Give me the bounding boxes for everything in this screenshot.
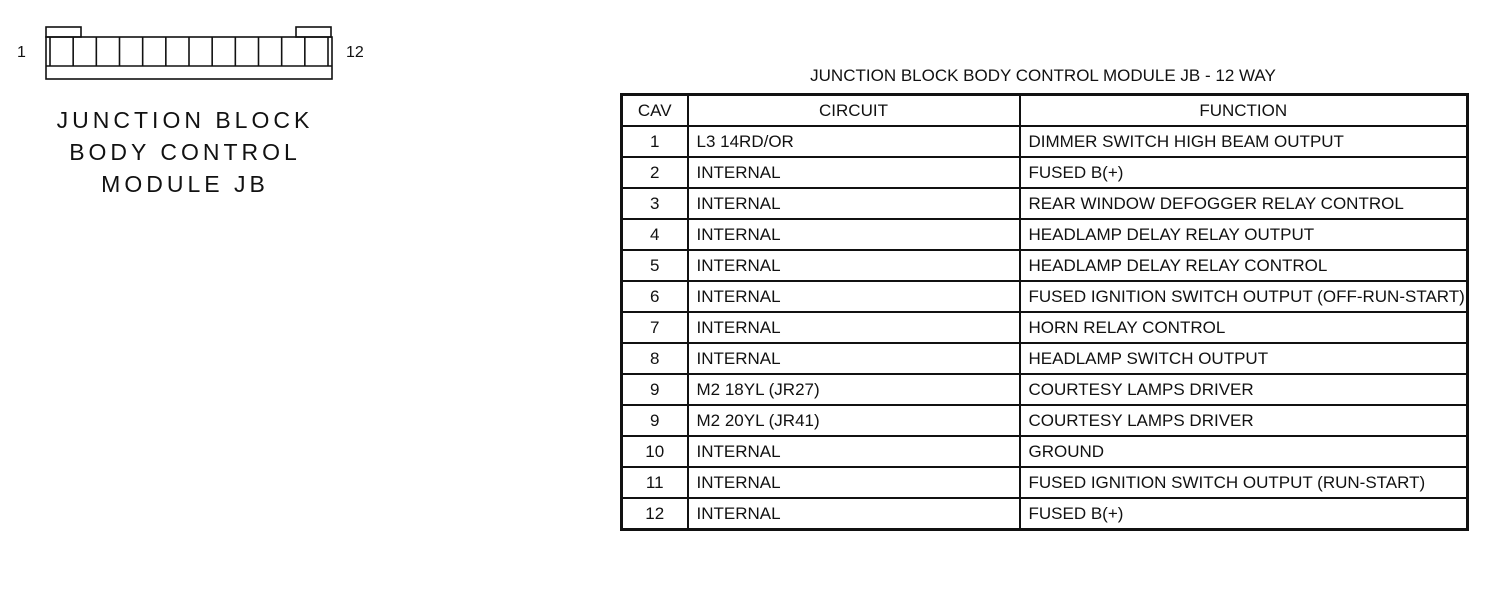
- circuit-cell: INTERNAL: [688, 219, 1020, 250]
- table-row: [622, 467, 1468, 498]
- function-cell: FUSED B(+): [1020, 157, 1468, 188]
- cav-cell: 8: [622, 343, 688, 374]
- table-row: [622, 343, 1468, 374]
- circuit-cell: L3 14RD/OR: [688, 126, 1020, 157]
- table-row: [622, 498, 1468, 530]
- table-row: [622, 312, 1468, 343]
- pin-1-label: 1: [17, 44, 26, 61]
- function-cell: FUSED IGNITION SWITCH OUTPUT (RUN-START): [1020, 467, 1468, 498]
- cav-cell: 10: [622, 436, 688, 467]
- function-cell: GROUND: [1020, 436, 1468, 467]
- function-cell: HORN RELAY CONTROL: [1020, 312, 1468, 343]
- connector-name-line: JUNCTION BLOCK: [56, 107, 314, 133]
- table-row: [622, 374, 1468, 405]
- function-cell: COURTESY LAMPS DRIVER: [1020, 374, 1468, 405]
- circuit-cell: INTERNAL: [688, 467, 1020, 498]
- connector-name-line: BODY CONTROL: [69, 139, 301, 165]
- table-row: [622, 281, 1468, 312]
- connector-name-line: MODULE JB: [101, 171, 269, 197]
- circuit-cell: INTERNAL: [688, 343, 1020, 374]
- table-row: [622, 126, 1468, 157]
- cav-cell: 6: [622, 281, 688, 312]
- table-row: [622, 250, 1468, 281]
- table-row: [622, 436, 1468, 467]
- circuit-cell: INTERNAL: [688, 312, 1020, 343]
- header-cav: CAV: [622, 95, 688, 127]
- table-title: JUNCTION BLOCK BODY CONTROL MODULE JB - 12 WAY: [810, 66, 1276, 85]
- circuit-cell: M2 20YL (JR41): [688, 405, 1020, 436]
- function-cell: REAR WINDOW DEFOGGER RELAY CONTROL: [1020, 188, 1468, 219]
- function-cell: FUSED B(+): [1020, 498, 1468, 530]
- connector-face-diagram: [0, 0, 380, 90]
- function-cell: HEADLAMP SWITCH OUTPUT: [1020, 343, 1468, 374]
- function-cell: HEADLAMP DELAY RELAY CONTROL: [1020, 250, 1468, 281]
- table-row: [622, 188, 1468, 219]
- cav-cell: 9: [622, 374, 688, 405]
- cavity-dividers: [50, 37, 328, 66]
- cav-cell: 12: [622, 498, 688, 530]
- function-cell: FUSED IGNITION SWITCH OUTPUT (OFF-RUN-START): [1020, 281, 1468, 312]
- circuit-cell: INTERNAL: [688, 498, 1020, 530]
- table-row: [622, 219, 1468, 250]
- cav-cell: 1: [622, 126, 688, 157]
- cav-cell: 3: [622, 188, 688, 219]
- pinout-table: [620, 93, 1469, 531]
- cav-cell: 2: [622, 157, 688, 188]
- function-cell: COURTESY LAMPS DRIVER: [1020, 405, 1468, 436]
- connector-latch-right: [296, 27, 331, 37]
- table-row: [622, 157, 1468, 188]
- circuit-cell: INTERNAL: [688, 436, 1020, 467]
- header-circuit: CIRCUIT: [688, 95, 1020, 127]
- cav-cell: 5: [622, 250, 688, 281]
- table-row: [622, 405, 1468, 436]
- cav-cell: 9: [622, 405, 688, 436]
- circuit-cell: INTERNAL: [688, 157, 1020, 188]
- cav-cell: 4: [622, 219, 688, 250]
- connector-latch-left: [46, 27, 81, 37]
- cav-cell: 7: [622, 312, 688, 343]
- header-row: [622, 95, 1468, 127]
- circuit-cell: INTERNAL: [688, 281, 1020, 312]
- header-function: FUNCTION: [1020, 95, 1468, 127]
- circuit-cell: INTERNAL: [688, 250, 1020, 281]
- function-cell: HEADLAMP DELAY RELAY OUTPUT: [1020, 219, 1468, 250]
- pin-12-label: 12: [346, 44, 364, 61]
- cav-cell: 11: [622, 467, 688, 498]
- circuit-cell: M2 18YL (JR27): [688, 374, 1020, 405]
- function-cell: DIMMER SWITCH HIGH BEAM OUTPUT: [1020, 126, 1468, 157]
- circuit-cell: INTERNAL: [688, 188, 1020, 219]
- connector-name: [40, 104, 330, 200]
